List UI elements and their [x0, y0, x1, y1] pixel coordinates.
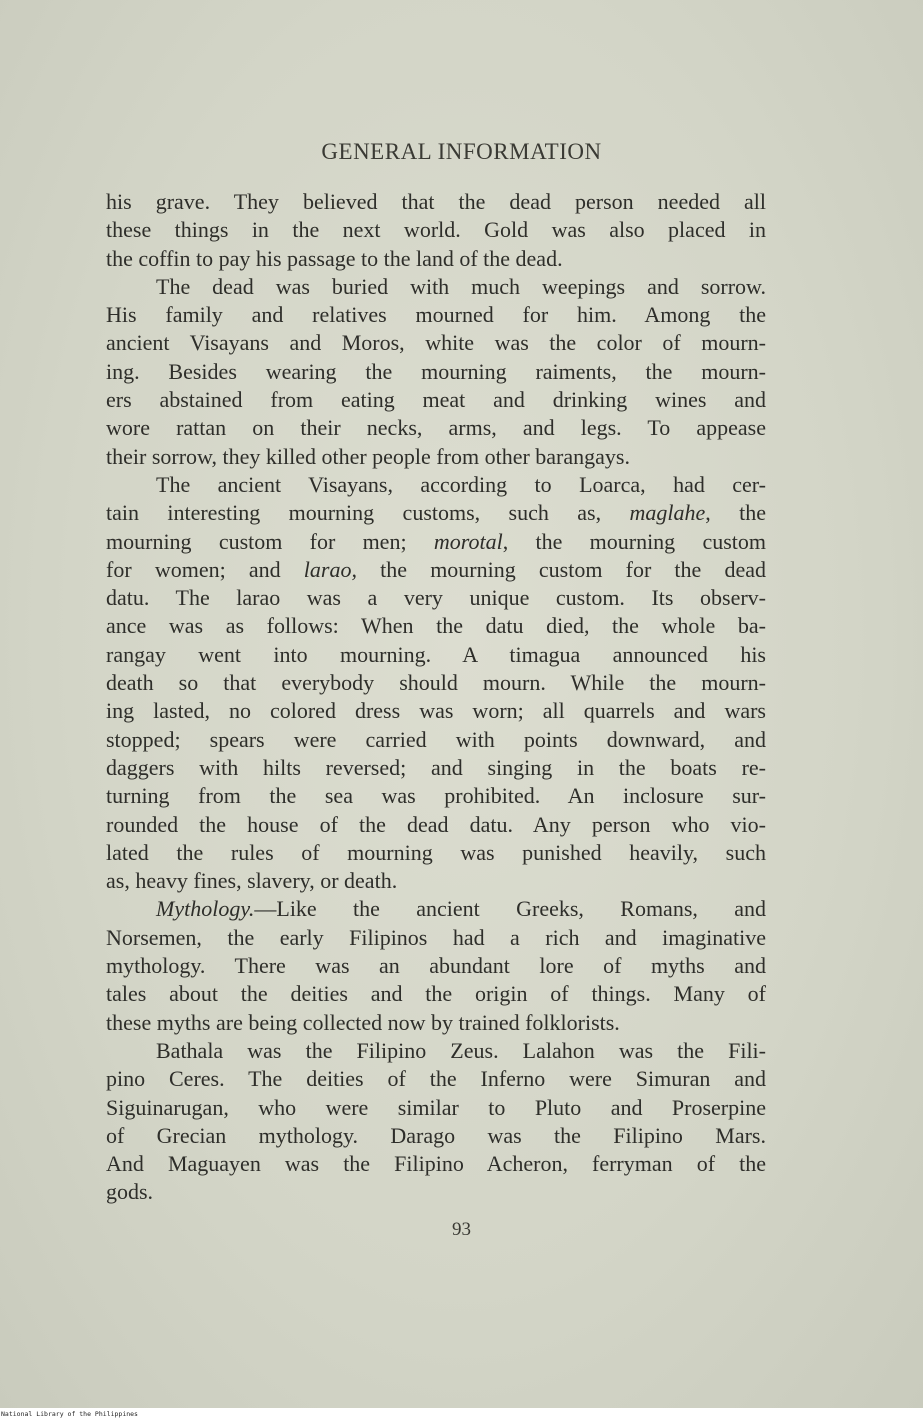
text-line: His family and relatives mourned for him. Among the — [106, 302, 766, 328]
text-line: Norsemen, the early Filipinos had a rich and imaginative — [106, 924, 766, 950]
text-line: these things in the next world. Gold was also placed in — [106, 217, 766, 243]
text-line: ers abstained from eating meat and drinking wines and — [106, 387, 766, 413]
text-line: these myths are being collected now by trained folklorists. — [106, 1009, 620, 1035]
page-number: 93 — [452, 1219, 471, 1240]
text-line: their sorrow, they killed other people from other barangays. — [106, 443, 630, 469]
body-text — [106, 188, 766, 1207]
text-line: Siguinarugan, who were similar to Pluto and Proserpine — [106, 1094, 766, 1120]
text-line: And Maguayen was the Filipino Acheron, ferryman of the — [106, 1151, 766, 1177]
text-line: his grave. They believed that the dead person needed all — [106, 189, 766, 214]
running-header: GENERAL INFORMATION — [321, 139, 602, 164]
text-line: ance was as follows: When the datu died, the whole ba- — [106, 613, 766, 639]
text-line: rounded the house of the dead datu. Any person who vio- — [106, 811, 766, 837]
text-line: the coffin to pay his passage to the land of the dead. — [106, 245, 563, 271]
text-line: tales about the deities and the origin of things. Many of — [106, 981, 766, 1007]
text-line: ancient Visayans and Moros, white was the color of mourn- — [106, 330, 766, 356]
text-line: for women; and larao, the mourning custom for the dead — [106, 556, 767, 582]
text-line: datu. The larao was a very unique custom. Its observ- — [106, 585, 766, 611]
text-line: daggers with hilts reversed; and singing in the boats re- — [106, 754, 766, 780]
text-line: pino Ceres. The deities of the Inferno were Simuran and — [106, 1066, 766, 1092]
text-line: tain interesting mourning customs, such as, maglahe, the — [106, 500, 766, 526]
text-line: ing lasted, no colored dress was worn; all quarrels and wars — [106, 698, 766, 724]
text-line: gods. — [106, 1179, 154, 1205]
text-line: Mythology.—Like the ancient Greeks, Romans, and — [156, 896, 766, 922]
text-line: as, heavy fines, slavery, or death. — [106, 868, 398, 894]
text-line: The dead was buried with much weepings and sorrow. — [156, 273, 766, 299]
text-line: stopped; spears were carried with points downward, and — [106, 726, 766, 752]
text-line: lated the rules of mourning was punished heavily, such — [106, 839, 766, 865]
library-credit: National Library of the Philippines — [1, 1410, 138, 1418]
text-line: rangay went into mourning. A timagua announced his — [106, 641, 766, 667]
text-line: Bathala was the Filipino Zeus. Lalahon was the Fili- — [156, 1037, 766, 1063]
text-line: mythology. There was an abundant lore of myths and — [106, 953, 766, 979]
text-line: of Grecian mythology. Darago was the Filipino Mars. — [106, 1122, 766, 1148]
text-line: turning from the sea was prohibited. An inclosure sur- — [106, 783, 766, 809]
text-line: death so that everybody should mourn. While the mourn- — [106, 670, 766, 696]
text-line: The ancient Visayans, according to Loarca, had cer- — [156, 471, 766, 497]
text-line: ing. Besides wearing the mourning raiments, the mourn- — [106, 358, 766, 384]
text-line: mourning custom for men; morotal, the mourning custom — [106, 528, 766, 554]
text-line: wore rattan on their necks, arms, and legs. To appease — [106, 415, 766, 441]
